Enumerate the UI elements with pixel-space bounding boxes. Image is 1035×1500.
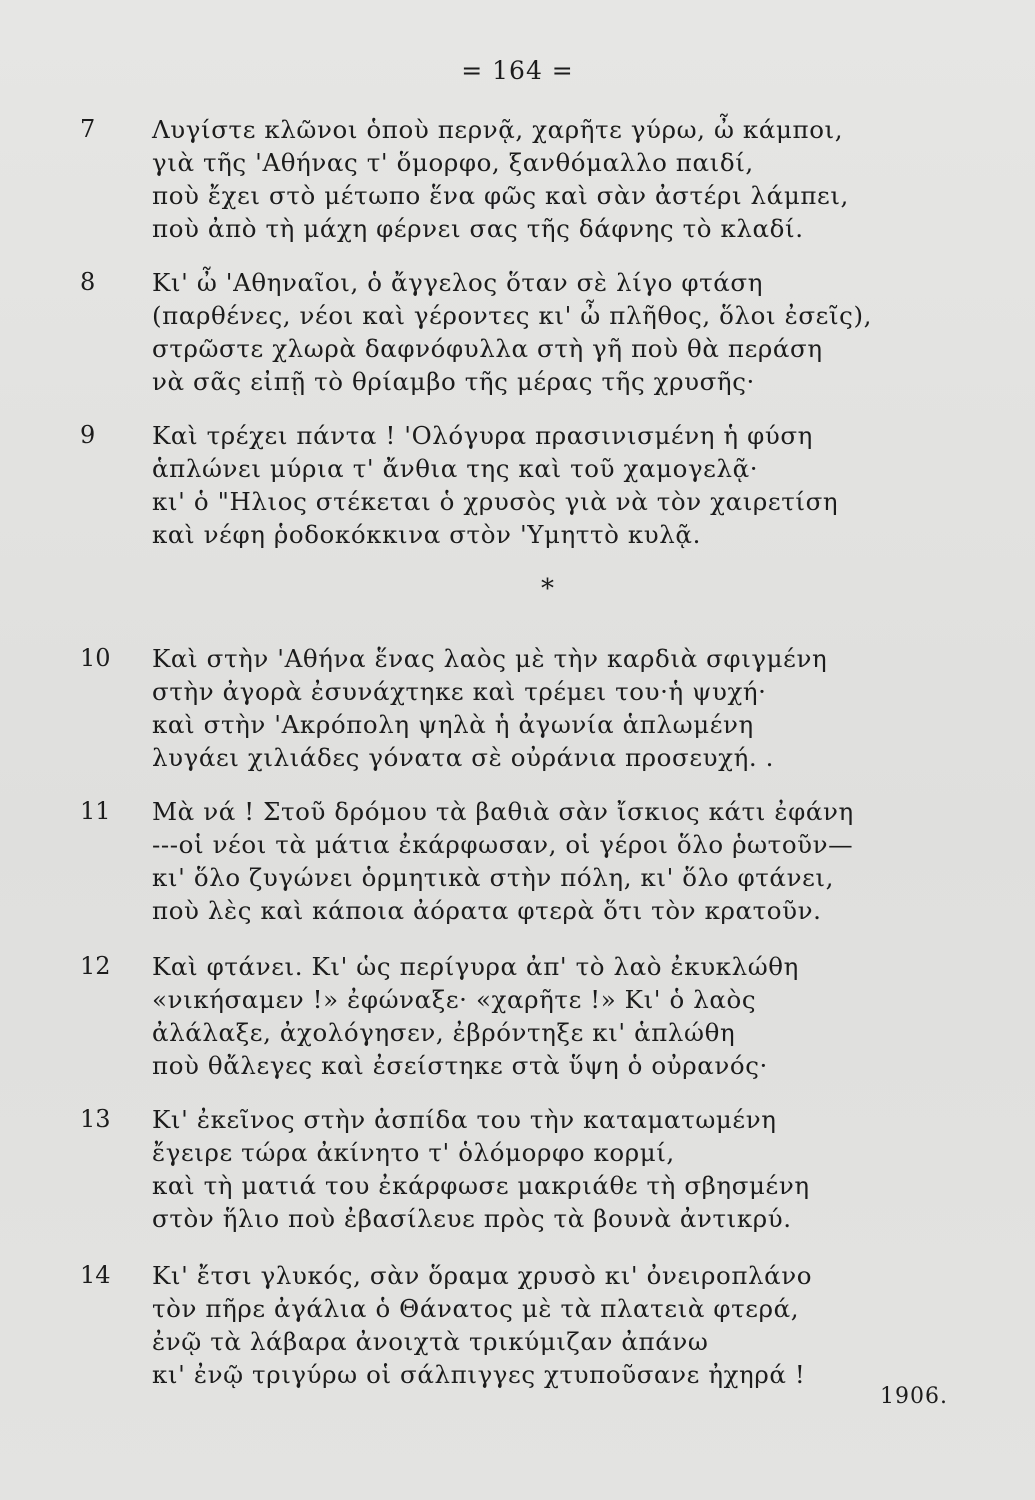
stanza-lines [152, 113, 932, 245]
verse-line: κι' ὅλο ζυγώνει ὁρμητικὰ στὴν πόλη, κι' ὅλο φτάνει, [152, 863, 834, 892]
verse-line: Κι' ἔτσι γλυκός, σὰν ὅραμα χρυσὸ κι' ὀνειροπλάνο [152, 1261, 813, 1290]
verse-line: ἁπλώνει μύρια τ' ἄνθια της καὶ τοῦ χαμογελᾷ· [152, 454, 759, 483]
verse-line: ἔγειρε τώρα ἀκίνητο τ' ὁλόμορφο κορμί, [152, 1138, 675, 1167]
stanza-number: 7 [80, 115, 96, 143]
verse-line: Καὶ φτάνει. Κι' ὡς περίγυρα ἀπ' τὸ λαὸ ἐκυκλώθη [152, 952, 799, 981]
verse-line: (παρθένες, νέοι καὶ γέροντες κι' ὦ πλῆθος, ὅλοι ἐσεῖς), [152, 301, 873, 330]
verse-line: νὰ σᾶς εἰπῇ τὸ θρίαμβο τῆς μέρας τῆς χρυσῆς· [152, 367, 755, 396]
stanza-lines [152, 266, 932, 398]
stanza-lines [152, 1259, 932, 1391]
stanza-lines [152, 642, 932, 774]
verse-line: ποὺ λὲς καὶ κάποια ἀόρατα φτερὰ ὅτι τὸν κρατοῦν. [152, 896, 822, 925]
stanza-lines [152, 1103, 932, 1235]
verse-line: ἀλάλαξε, ἀχολόγησεν, ἐβρόντηξε κι' ἁπλώθη [152, 1018, 736, 1047]
verse-line: Λυγίστε κλῶνοι ὁποὺ περνᾷ, χαρῆτε γύρω, ὦ κάμποι, [152, 115, 844, 144]
verse-line: λυγάει χιλιάδες γόνατα σὲ οὐράνια προσευχή. . [152, 743, 775, 772]
verse-line: «νικήσαμεν !» ἐφώναξε· «χαρῆτε !» Κι' ὁ λαὸς [152, 985, 757, 1014]
stanza-number: 9 [80, 421, 96, 449]
verse-line: ἐνῷ τὰ λάβαρα ἀνοιχτὰ τρικύμιζαν ἀπάνω [152, 1327, 709, 1356]
verse-line: καὶ τὴ ματιά του ἐκάρφωσε μακριάθε τὴ σβησμένη [152, 1171, 810, 1200]
stanza-number: 12 [80, 952, 111, 980]
stanza-lines [152, 950, 932, 1082]
verse-line: στὴν ἀγορὰ ἐσυνάχτηκε καὶ τρέμει του·ἡ ψυχή· [152, 677, 767, 706]
stanza-number: 14 [80, 1261, 111, 1289]
verse-line: Κι' ὦ 'Αθηναῖοι, ὁ ἄγγελος ὅταν σὲ λίγο φτάση [152, 268, 764, 297]
verse-line: καὶ νέφη ῥοδοκόκκινα στὸν 'Υμηττὸ κυλᾷ. [152, 520, 701, 549]
verse-line: ποὺ ἀπὸ τὴ μάχη φέρνει σας τῆς δάφνης τὸ κλαδί. [152, 214, 804, 243]
section-separator: * [541, 574, 554, 604]
poem-date: 1906. [880, 1384, 948, 1409]
verse-line: ποὺ θἄλεγες καὶ ἐσείστηκε στὰ ὕψη ὁ οὐρανός· [152, 1051, 768, 1080]
stanza-lines [152, 795, 932, 927]
stanza-number: 11 [80, 797, 111, 825]
verse-line: Καὶ τρέχει πάντα ! 'Ολόγυρα πρασινισμένη ἡ φύση [152, 421, 813, 450]
stanza-number: 10 [80, 644, 111, 672]
stanza-lines [152, 419, 932, 551]
verse-line: στὸν ἥλιο ποὺ ἐβασίλευε πρὸς τὰ βουνὰ ἀντικρύ. [152, 1204, 792, 1233]
verse-line: στρῶστε χλωρὰ δαφνόφυλλα στὴ γῆ ποὺ θὰ περάση [152, 334, 823, 363]
stanza-number: 8 [80, 268, 96, 296]
verse-line: Μὰ νά ! Στοῦ δρόμου τὰ βαθιὰ σὰν ἴσκιος κάτι ἐφάνη [152, 797, 854, 826]
verse-line: κι' ὁ "Ηλιος στέκεται ὁ χρυσὸς γιὰ νὰ τὸν χαιρετίση [152, 487, 839, 516]
stanza-number: 13 [80, 1105, 111, 1133]
verse-line: Κι' ἐκεῖνος στὴν ἀσπίδα του τὴν καταματωμένη [152, 1105, 777, 1134]
verse-line: τὸν πῆρε ἀγάλια ὁ Θάνατος μὲ τὰ πλατειὰ φτερά, [152, 1294, 800, 1323]
verse-line: καὶ στὴν 'Ακρόπολη ψηλὰ ἡ ἀγωνία ἁπλωμένη [152, 710, 754, 739]
verse-line: ποὺ ἔχει στὸ μέτωπο ἕνα φῶς καὶ σὰν ἀστέρι λάμπει, [152, 181, 849, 210]
verse-line: κι' ἐνῷ τριγύρω οἱ σάλπιγγες χτυποῦσανε ἠχηρά ! [152, 1360, 806, 1389]
verse-line: Καὶ στὴν 'Αθήνα ἕνας λαὸς μὲ τὴν καρδιὰ σφιγμένη [152, 644, 828, 673]
verse-line: γιὰ τῆς 'Αθήνας τ' ὅμορφο, ξανθόμαλλο παιδί, [152, 148, 754, 177]
verse-line: ---οἱ νέοι τὰ μάτια ἐκάρφωσαν, οἱ γέροι ὅλο ῥωτοῦν— [152, 830, 854, 859]
page-number: = 164 = [461, 56, 574, 85]
